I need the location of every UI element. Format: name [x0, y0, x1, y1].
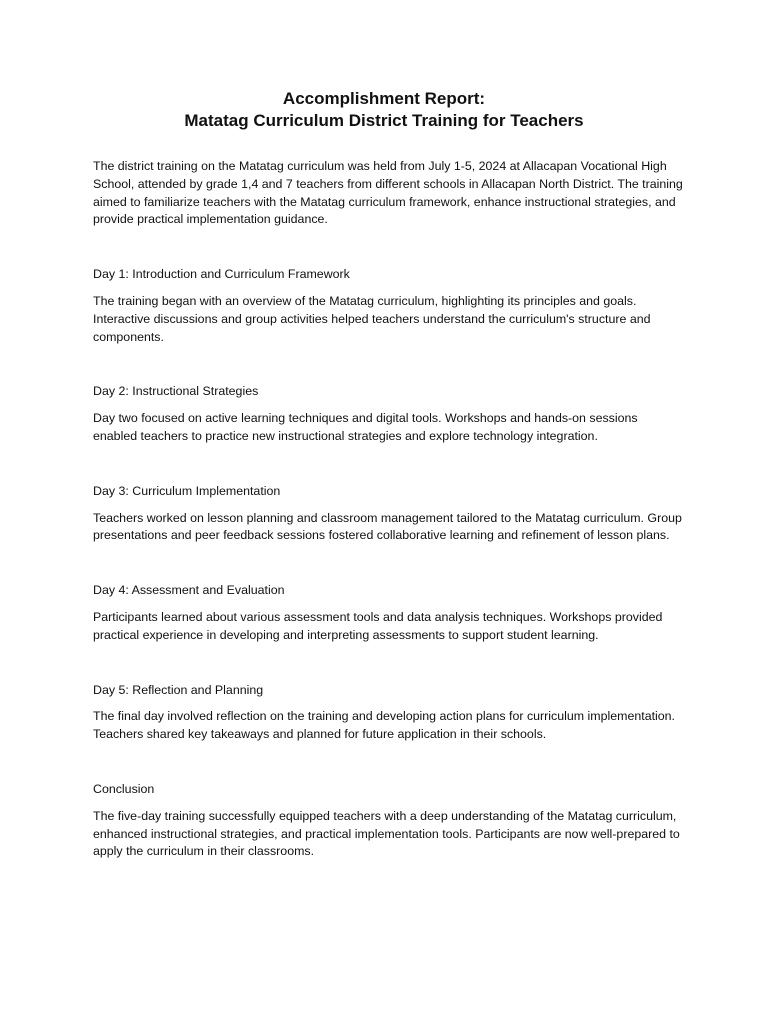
section-paragraph: Teachers worked on lesson planning and classroom management tailored to the Matatag curriculum. Group presentations and peer feedback sessions fostered collaborative learning and refinement of lesson plans. [93, 510, 682, 543]
section-day-1 [93, 266, 683, 346]
section-heading: Conclusion [93, 781, 155, 796]
section-paragraph: The five-day training successfully equipped teachers with a deep understanding of the Matatag curriculum, enhanced instructional strategies, and practical implementation tools. Participants are now well-prepared to apply the curriculum in their classrooms. [93, 808, 680, 859]
section-conclusion [93, 781, 683, 861]
section-heading: Day 4: Assessment and Evaluation [93, 583, 285, 598]
section-day-3 [93, 483, 683, 545]
section-day-2 [93, 383, 683, 445]
document-title [0, 88, 768, 132]
section-paragraph: Participants learned about various assessment tools and data analysis techniques. Workshops provided practical experience in developing and interpreting assessments to support student learning. [93, 609, 663, 642]
section-heading: Day 1: Introduction and Curriculum Framework [93, 267, 350, 282]
title-line-1: Accomplishment Report: [282, 89, 486, 108]
section-day-5 [93, 682, 683, 744]
section-heading: Day 2: Instructional Strategies [93, 384, 259, 399]
document-body [93, 158, 683, 861]
title-line-2: Matatag Curriculum District Training for Teachers [184, 111, 584, 130]
intro-paragraph: The district training on the Matatag curriculum was held from July 1-5, 2024 at Allacapan Vocational High School, attended by grade 1,4 and 7 teachers from different schools in Allacapan North District. The training aimed to familiarize teachers with the Matatag curriculum framework, enhance instructional strategies, and provide practical implementation guidance. [93, 159, 683, 227]
section-paragraph: The final day involved reflection on the training and developing action plans for curriculum implementation. Teachers shared key takeaways and planned for future application in their schools. [93, 709, 676, 742]
section-heading: Day 5: Reflection and Planning [93, 682, 264, 697]
section-heading: Day 3: Curriculum Implementation [93, 483, 281, 498]
section-day-4 [93, 582, 683, 644]
section-paragraph: Day two focused on active learning techniques and digital tools. Workshops and hands-on sessions enabled teachers to practice new instructional strategies and explore technology integration. [93, 411, 638, 443]
section-paragraph: The training began with an overview of the Matatag curriculum, highlighting its principles and goals. Interactive discussions and group activities helped teachers understand the curriculum's structure and components. [93, 293, 651, 344]
